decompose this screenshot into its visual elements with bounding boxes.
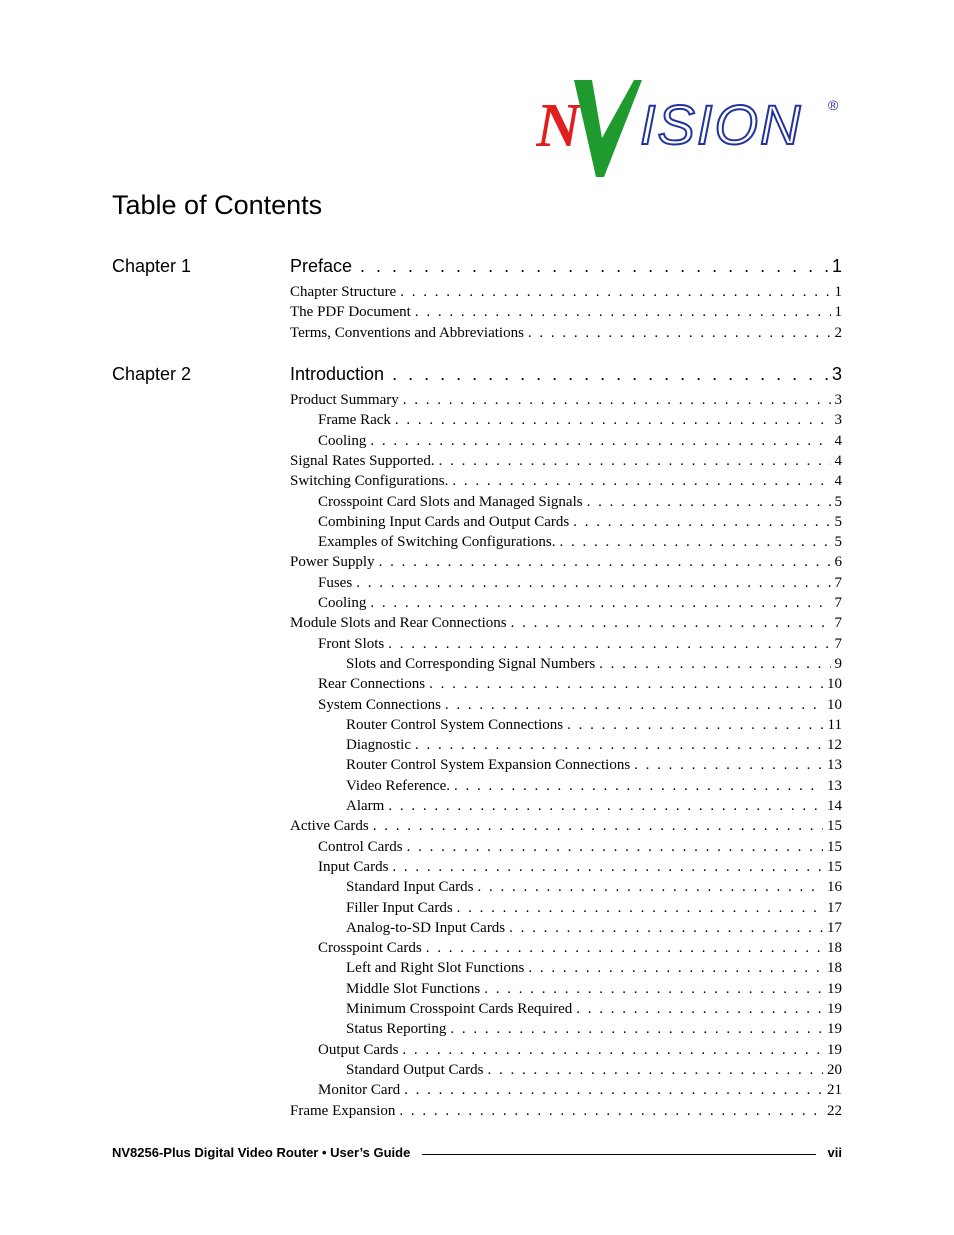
toc-entry-page: 22	[827, 1102, 842, 1119]
toc-entry-page: 5	[834, 493, 842, 510]
toc-entry[interactable]	[290, 390, 842, 410]
toc-entry[interactable]	[318, 857, 842, 877]
dot-leader	[370, 431, 830, 451]
toc-entry[interactable]	[346, 755, 842, 775]
dot-leader	[429, 674, 823, 694]
toc-entry-page: 17	[827, 919, 842, 936]
toc-entry[interactable]	[346, 958, 842, 978]
toc-entry-title: Crosspoint Card Slots and Managed Signals	[318, 493, 583, 510]
chapter-label: Chapter 1	[112, 256, 192, 276]
toc-entry-page: 15	[827, 818, 842, 835]
toc-entry[interactable]	[318, 573, 842, 593]
toc-entry-page: 7	[834, 595, 842, 611]
dot-leader	[559, 532, 830, 552]
toc-entry[interactable]	[290, 282, 842, 302]
footer-rule	[422, 1154, 815, 1155]
toc-entry-page: 5	[834, 534, 842, 551]
toc-entry-title: Power Supply	[290, 554, 375, 571]
toc-entry[interactable]	[318, 634, 842, 654]
dot-leader	[399, 1101, 823, 1121]
dot-leader	[426, 938, 823, 958]
toc-entry-page: 19	[827, 1041, 842, 1058]
logo-v-mark	[574, 80, 642, 177]
toc-entry[interactable]	[318, 674, 842, 694]
toc-entry[interactable]	[290, 816, 842, 836]
toc-entry-title: Analog-to-SD Input Cards	[346, 919, 506, 936]
toc-entry-title: Control Cards	[318, 838, 403, 855]
dot-leader	[528, 958, 823, 978]
dot-leader	[573, 512, 830, 532]
dot-leader	[373, 816, 823, 836]
toc-entry[interactable]	[318, 492, 842, 512]
chapter-label: Chapter 2	[112, 364, 192, 384]
toc-entry-page: 21	[827, 1082, 842, 1099]
toc-entry-page: 10	[827, 696, 842, 713]
dot-leader	[400, 282, 830, 302]
toc-entry[interactable]	[346, 776, 842, 796]
toc-entry-title: System Connections	[318, 696, 441, 713]
dot-leader	[528, 323, 831, 343]
dot-leader	[454, 776, 823, 796]
dot-leader	[599, 654, 830, 674]
dot-leader	[388, 634, 830, 654]
toc-entry-page: 20	[827, 1061, 842, 1078]
dot-leader	[392, 857, 823, 877]
toc-entry-page: 6	[834, 554, 842, 571]
toc-entry[interactable]	[318, 431, 842, 451]
logo-letters-ision: ISION	[640, 93, 803, 156]
toc-entry-title: Alarm	[346, 798, 385, 814]
toc-entry[interactable]	[290, 613, 842, 633]
toc-entry-title: Monitor Card	[318, 1082, 401, 1099]
dot-leader	[370, 593, 830, 613]
toc-entry-title: Front Slots	[318, 635, 385, 652]
dot-leader	[404, 1080, 823, 1100]
toc-entry-title: Router Control System Connections	[346, 716, 564, 733]
toc-entry[interactable]	[346, 918, 842, 938]
toc-entry-title: Middle Slot Functions	[346, 980, 481, 997]
toc-entry-page: 14	[827, 798, 842, 814]
toc-entry-page: 17	[827, 899, 842, 916]
dot-leader	[484, 979, 823, 999]
chapter-heading-link[interactable]	[290, 255, 842, 277]
dot-leader	[388, 796, 823, 816]
chapter-heading-title: Introduction	[290, 364, 385, 384]
toc-entry-page: 18	[827, 940, 842, 957]
dot-leader	[576, 999, 823, 1019]
dot-leader	[587, 492, 831, 512]
toc-entry-page: 3	[834, 412, 842, 429]
toc-entry-title: Fuses	[318, 574, 353, 591]
toc-entry-page: 19	[827, 1021, 842, 1038]
toc-entry[interactable]	[346, 796, 842, 816]
dot-leader	[415, 735, 823, 755]
dot-leader	[450, 1019, 823, 1039]
toc-entry[interactable]	[318, 593, 842, 613]
toc-entry-title: Crosspoint Cards	[318, 940, 422, 957]
toc-entry[interactable]	[346, 735, 842, 755]
toc-entry-page: 19	[827, 980, 842, 997]
dot-leader	[379, 552, 831, 572]
dot-leader	[360, 255, 828, 277]
toc-entry[interactable]	[290, 552, 842, 572]
toc-entry[interactable]	[318, 410, 842, 430]
dot-leader	[487, 1060, 823, 1080]
toc-entry-title: Output Cards	[318, 1041, 399, 1058]
toc-entry-page: 7	[834, 574, 842, 591]
toc-entry[interactable]	[346, 1060, 842, 1080]
dot-leader	[395, 410, 831, 430]
toc-entry[interactable]	[346, 999, 842, 1019]
toc-entry-page: 13	[827, 757, 842, 774]
dot-leader	[439, 451, 831, 471]
dot-leader	[634, 755, 823, 775]
toc-entry[interactable]	[290, 1101, 842, 1121]
toc-entry-title: Video Reference.	[346, 777, 451, 794]
toc-entry-page: 19	[827, 1001, 842, 1017]
toc-entry-title: Cooling	[318, 432, 367, 449]
toc-entry-title: Standard Output Cards	[346, 1061, 484, 1078]
toc-entry-title: Frame Expansion	[290, 1102, 396, 1119]
toc-entry[interactable]	[318, 938, 842, 958]
dot-leader	[452, 471, 830, 491]
toc-entry-title: Combining Input Cards and Output Cards	[318, 513, 570, 530]
dot-leader	[403, 390, 831, 410]
toc-entry-page: 9	[834, 655, 842, 672]
toc-entry-page: 4	[834, 432, 842, 449]
logo-registered-mark: ®	[828, 97, 839, 113]
toc-entry-title: Input Cards	[318, 858, 389, 875]
chapter-heading-link[interactable]	[290, 363, 842, 385]
toc-entry-title: Status Reporting	[346, 1021, 447, 1038]
dot-leader	[415, 302, 831, 322]
logo-letter-n: N	[536, 92, 581, 160]
toc-entry-page: 15	[827, 838, 842, 855]
toc-entry-title: Filler Input Cards	[346, 899, 453, 916]
toc-entry-title: Chapter Structure	[290, 284, 397, 300]
toc-entry[interactable]	[290, 471, 842, 491]
toc-entry-title: Product Summary	[290, 392, 399, 408]
toc-entry-title: Rear Connections	[318, 676, 426, 693]
toc-entry-page: 15	[827, 858, 842, 875]
chapter-page-number: 1	[831, 256, 842, 276]
dot-leader	[407, 837, 823, 857]
toc-entry-title: Examples of Switching Configurations.	[318, 534, 556, 551]
footer-document-title: NV8256-Plus Digital Video Router • User’s Guide	[112, 1145, 411, 1160]
toc-entry[interactable]	[290, 451, 842, 471]
toc-entry-title: Module Slots and Rear Connections	[290, 615, 507, 632]
toc-entry-title: Active Cards	[290, 818, 369, 835]
toc-entry-page: 16	[827, 879, 842, 896]
dot-leader	[509, 918, 823, 938]
toc-entry-title: Diagnostic	[346, 737, 411, 754]
toc-entry[interactable]	[346, 715, 842, 735]
toc-entry-page: 12	[827, 737, 842, 754]
page-footer	[112, 1144, 842, 1162]
toc-entry-title: Slots and Corresponding Signal Numbers	[346, 655, 596, 672]
toc-entry-title: Frame Rack	[318, 412, 391, 429]
toc-entry-title: The PDF Document	[290, 304, 411, 321]
toc-entry-title: Terms, Conventions and Abbreviations	[290, 324, 524, 341]
dot-leader	[511, 613, 831, 633]
dot-leader	[392, 363, 828, 385]
dot-leader	[457, 898, 823, 918]
dot-leader	[356, 573, 830, 593]
nvision-logo	[536, 76, 846, 182]
toc-entry[interactable]	[346, 979, 842, 999]
toc-entry[interactable]	[346, 877, 842, 897]
toc-entry-page: 1	[834, 304, 842, 321]
dot-leader	[445, 695, 823, 715]
dot-leader	[477, 877, 823, 897]
toc-entry-title: Switching Configurations.	[290, 473, 449, 490]
toc-entry[interactable]	[346, 1019, 842, 1039]
toc-entry-page: 13	[827, 777, 842, 794]
toc-entry[interactable]	[290, 323, 842, 343]
chapter-page-number: 3	[831, 364, 842, 384]
toc-entry-page: 7	[834, 615, 842, 632]
page-title: Table of Contents	[112, 190, 323, 220]
toc-entry-page: 4	[834, 473, 842, 490]
toc-entry[interactable]	[290, 302, 842, 322]
toc-entry-page: 10	[827, 676, 842, 693]
toc-entry[interactable]	[346, 654, 842, 674]
toc-entry[interactable]	[318, 1040, 842, 1060]
toc-entry-page: 3	[834, 392, 842, 408]
toc-entry-page: 7	[834, 635, 842, 652]
toc-entry[interactable]	[318, 512, 842, 532]
toc-entry-page: 11	[827, 716, 842, 733]
toc-entry-page: 18	[827, 960, 842, 977]
toc-entry-title: Minimum Crosspoint Cards Required	[346, 1001, 573, 1017]
toc-entry-page: 4	[834, 452, 842, 469]
toc-entry-title: Router Control System Expansion Connections	[346, 757, 631, 774]
dot-leader	[402, 1040, 823, 1060]
chapter-heading-title: Preface	[290, 256, 353, 276]
toc-entry-title: Left and Right Slot Functions	[346, 960, 525, 977]
toc-entry[interactable]	[318, 837, 842, 857]
toc-entry[interactable]	[318, 695, 842, 715]
toc-entry-title: Cooling	[318, 595, 367, 611]
toc-entry[interactable]	[318, 532, 842, 552]
footer-page-number: vii	[827, 1145, 842, 1160]
dot-leader	[567, 715, 823, 735]
toc-entry-title: Standard Input Cards	[346, 879, 474, 896]
toc-entry-page: 1	[834, 284, 842, 300]
toc-entry-page: 2	[834, 324, 842, 341]
toc-entry-page: 5	[834, 513, 842, 530]
toc-entry-title: Signal Rates Supported.	[290, 452, 435, 469]
toc-entry[interactable]	[346, 898, 842, 918]
toc-entry[interactable]	[318, 1080, 842, 1100]
